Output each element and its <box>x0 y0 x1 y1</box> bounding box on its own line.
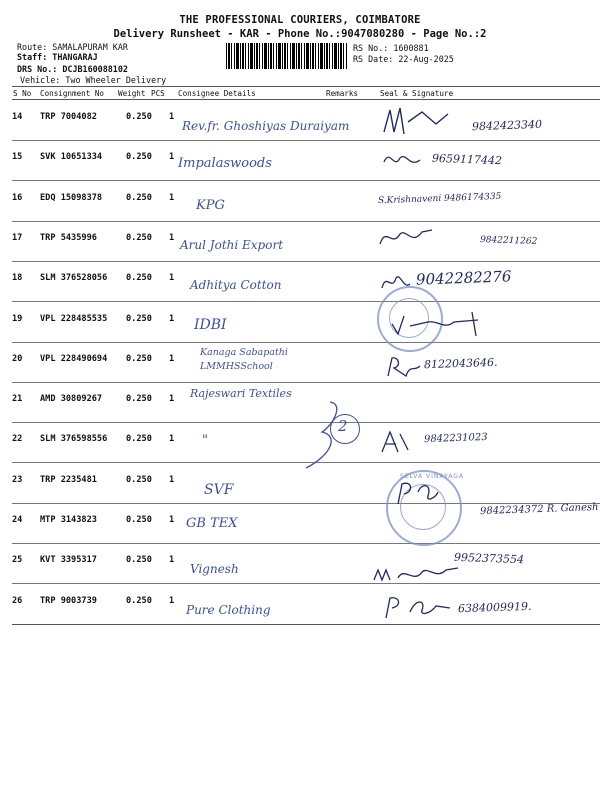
row-signature-note: 9042282276 <box>415 267 512 289</box>
drs-number: DRS No.: DCJB160088102 <box>17 64 128 74</box>
row-weight: 0.250 <box>126 555 152 566</box>
row-pcs: 1 <box>169 313 175 324</box>
row-consignee: Vignesh <box>190 562 239 577</box>
row-sno: 16 <box>12 192 23 203</box>
stamp-text: SELVA VINAYAGA <box>400 473 464 480</box>
row-sno: 22 <box>12 434 23 445</box>
row-sno: 15 <box>12 152 23 163</box>
company-name: THE PROFESSIONAL COURIERS, COIMBATORE <box>179 14 421 26</box>
row-consignee: Kanaga Sabapathi LMMHSSchool <box>200 346 288 372</box>
row-weight: 0.250 <box>126 112 152 122</box>
col-weight: Weight <box>118 89 146 98</box>
row-signature-note: S.Krishnaveni 9486174335 <box>377 191 502 206</box>
row-weight: 0.250 <box>126 434 152 445</box>
table-row <box>12 503 600 544</box>
row-weight: 0.250 <box>126 394 152 405</box>
row-weight: 0.250 <box>126 192 152 203</box>
signature-19 <box>388 308 498 338</box>
signature-18 <box>378 268 414 296</box>
signature-15 <box>380 142 424 172</box>
barcode <box>226 43 348 69</box>
row-consignment-no: VPL 228485535 <box>40 313 108 324</box>
table-row <box>12 302 600 343</box>
signature-14 <box>378 102 458 142</box>
annotation-number: 2 <box>338 417 348 435</box>
row-consignee: GB TEX <box>186 516 238 531</box>
row-pcs: 1 <box>169 434 175 445</box>
table-row <box>12 261 600 302</box>
row-weight: 0.250 <box>126 515 152 525</box>
row-signature-note: 9952373554 <box>453 551 525 567</box>
signature-26 <box>380 594 456 622</box>
row-pcs: 1 <box>169 273 175 284</box>
row-sno: 24 <box>12 515 23 525</box>
row-consignee: Pure Clothing <box>186 602 271 617</box>
row-consignment-no: EDQ 15098378 <box>40 192 103 203</box>
row-consignment-no: TRP 2235481 <box>40 474 97 485</box>
col-consignment: Consignment No <box>40 89 105 98</box>
row-pcs: 1 <box>169 394 175 405</box>
row-weight: 0.250 <box>126 474 152 485</box>
row-signature-note: 9659117442 <box>431 152 503 168</box>
row-consignment-no: SLM 376598556 <box>40 434 108 445</box>
route-label: Route: SAMALAPURAM KAR <box>17 42 128 52</box>
row-signature-note: 6384009919. <box>457 599 532 615</box>
table-row <box>12 100 600 141</box>
rs-date: RS Date: 22-Aug-2025 <box>353 54 454 64</box>
row-weight: 0.250 <box>126 313 152 324</box>
signature-25 <box>370 560 462 588</box>
runsheet-subtitle: Delivery Runsheet - KAR - Phone No.:9047080280 - Page No.:2 <box>113 28 487 40</box>
row-signature-note: 8122043646. <box>423 355 498 372</box>
col-remarks: Remarks <box>326 89 359 98</box>
row-sno: 18 <box>12 273 23 284</box>
row-weight: 0.250 <box>126 353 152 364</box>
col-consignee: Consignee Details <box>178 89 256 98</box>
row-pcs: 1 <box>169 353 175 364</box>
row-consignment-no: KVT 3395317 <box>40 555 97 566</box>
row-signature-note: 9842423340 <box>471 117 543 134</box>
row-sno: 21 <box>12 394 23 405</box>
table-row <box>12 181 600 222</box>
row-pcs: 1 <box>169 112 175 122</box>
row-sno: 14 <box>12 112 23 122</box>
row-sno: 23 <box>12 474 23 485</box>
signature-22 <box>378 428 412 458</box>
rs-number: RS No.: 1600881 <box>353 43 429 53</box>
row-sno: 25 <box>12 555 23 566</box>
row-weight: 0.250 <box>126 152 152 163</box>
row-consignment-no: VPL 228490694 <box>40 353 108 364</box>
row-pcs: 1 <box>169 152 175 163</box>
row-pcs: 1 <box>169 555 175 566</box>
row-consignee: SVF <box>204 481 234 498</box>
signature-20 <box>384 352 424 382</box>
col-pcs: PCS <box>151 89 165 98</box>
table-row <box>12 584 600 625</box>
row-weight: 0.250 <box>126 595 152 606</box>
row-consignment-no: SLM 376528056 <box>40 273 108 284</box>
row-pcs: 1 <box>169 232 175 243</box>
vehicle-label: Vehicle: Two Wheeler Delivery <box>20 75 167 85</box>
row-signature-note: 9842234372 R. Ganesh <box>479 501 599 518</box>
row-consignee: IDBI <box>194 316 227 333</box>
row-consignment-no: TRP 5435996 <box>40 232 97 243</box>
row-consignee: Impalaswoods <box>178 156 272 172</box>
row-weight: 0.250 <box>126 273 152 284</box>
signature-24 <box>392 478 442 508</box>
row-consignment-no: TRP 7004082 <box>40 112 97 122</box>
table-row <box>12 342 600 383</box>
table-row <box>12 543 600 584</box>
row-signature-note: 9842231023 <box>423 432 488 446</box>
row-sno: 26 <box>12 595 23 606</box>
row-pcs: 1 <box>169 474 175 485</box>
row-consignee: Arul Jothi Export <box>180 237 284 252</box>
staff-label: Staff: THANGARAJ <box>17 52 98 62</box>
signature-17 <box>376 222 436 252</box>
row-sno: 20 <box>12 353 23 364</box>
header-top-rule <box>12 86 600 87</box>
row-consignment-no: TRP 9003739 <box>40 595 97 606</box>
row-consignee: Rajeswari Textiles <box>190 387 292 401</box>
col-sno: S No <box>13 89 32 98</box>
col-seal: Seal & Signature <box>380 89 454 98</box>
table-row <box>12 140 600 181</box>
row-pcs: 1 <box>169 515 175 525</box>
row-consignee: Rev.fr. Ghoshiyas Duraiyam <box>182 119 350 133</box>
row-pcs: 1 <box>169 595 175 606</box>
row-consignee: " <box>202 433 208 449</box>
row-weight: 0.250 <box>126 232 152 243</box>
table-bottom-rule <box>12 624 600 625</box>
table-row <box>12 221 600 262</box>
row-signature-note: 9842211262 <box>479 234 538 247</box>
row-sno: 19 <box>12 313 23 324</box>
row-pcs: 1 <box>169 192 175 203</box>
row-consignment-no: AMD 30809267 <box>40 394 103 405</box>
row-sno: 17 <box>12 232 23 243</box>
row-consignment-no: SVK 10651334 <box>40 152 103 163</box>
row-consignment-no: MTP 3143823 <box>40 515 97 525</box>
row-consignee: KPG <box>196 197 225 213</box>
row-consignee: Adhitya Cotton <box>190 278 282 293</box>
brace-scribble <box>300 396 370 476</box>
